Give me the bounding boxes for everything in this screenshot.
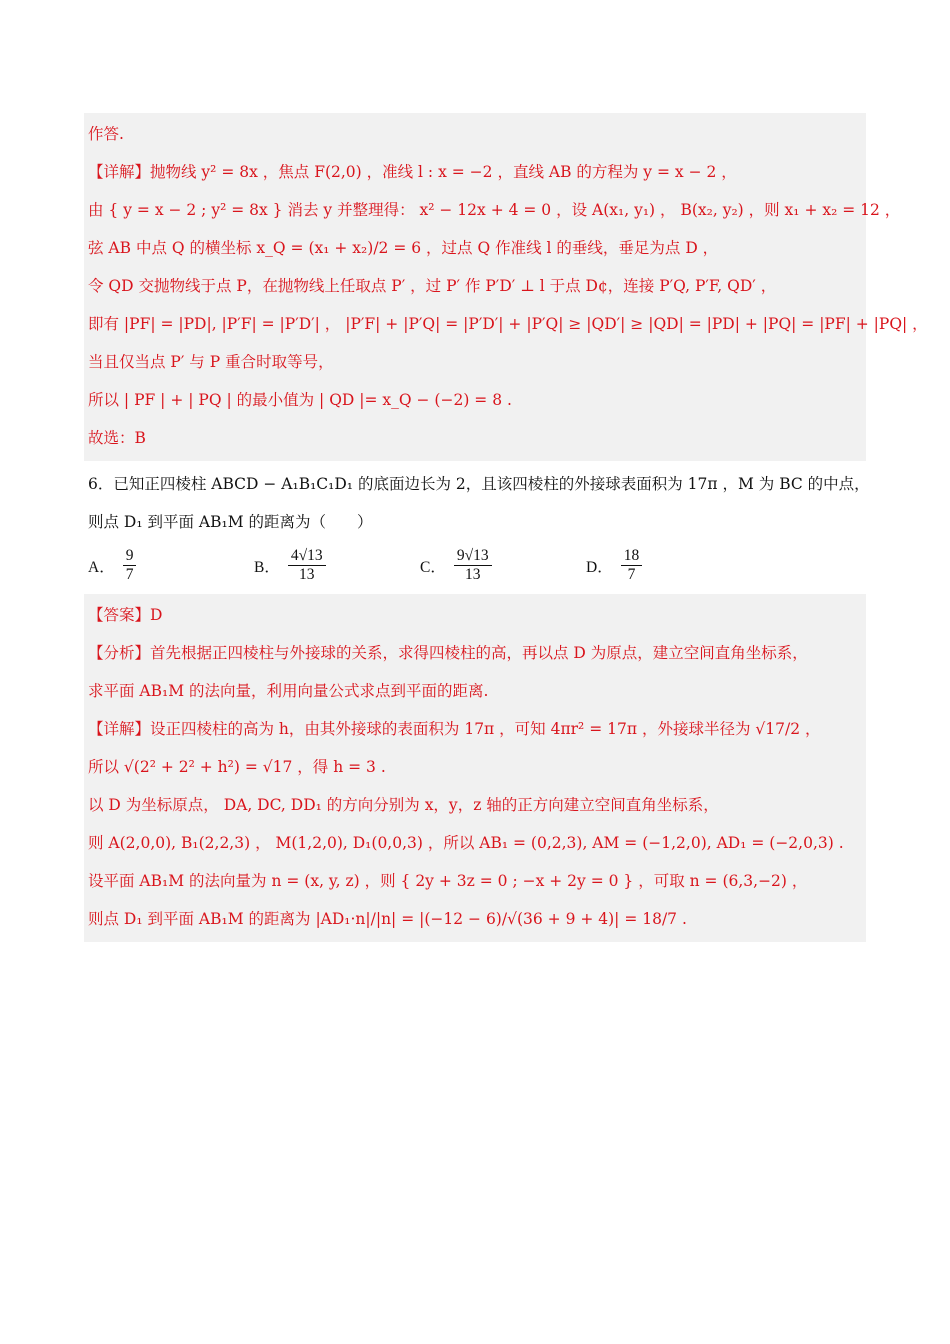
option-a[interactable]	[88, 547, 254, 584]
option-c-numerator: 9√13	[454, 547, 492, 566]
sol5-line-8: 所以 | PF | + | PQ | 的最小值为 | QD |= x_Q − (−2) = 8 .	[88, 391, 512, 409]
option-d-label: D．	[586, 558, 613, 576]
solution-5-block	[84, 113, 928, 461]
page	[84, 113, 928, 942]
sol6-analysis-1: 【分析】首先根据正四棱柱与外接球的关系，求得四棱柱的高，再以点 D 为原点，建立空间直角坐标系，	[88, 644, 808, 662]
sol6-detail-6: 则点 D₁ 到平面 AB₁M 的距离为 |AD₁·n|/|n| = |(−12 − 6)/√(36 + 9 + 4)| = 18/7 .	[88, 910, 687, 928]
option-b[interactable]	[254, 547, 420, 584]
option-b-denominator: 13	[298, 566, 315, 583]
sol5-line-3: 由 { y = x − 2 ; y² = 8x } 消去 y 并整理得： x² − 12x + 4 = 0 ，设 A(x₁, y₁) ， B(x₂, y₂) ，则 x₁ + x₂ = 12 ，	[88, 201, 901, 219]
option-a-fraction	[123, 547, 137, 584]
option-d-denominator: 7	[627, 566, 636, 583]
option-a-numerator: 9	[123, 547, 137, 566]
option-b-fraction	[288, 547, 326, 584]
option-c[interactable]	[420, 547, 586, 584]
sol5-line-7: 当且仅当点 P′ 与 P 重合时取等号，	[88, 353, 334, 371]
sol6-analysis-2: 求平面 AB₁M 的法向量，利用向量公式求点到平面的距离.	[88, 682, 489, 700]
option-c-fraction	[454, 547, 492, 584]
question-6	[84, 461, 870, 594]
sol5-line-1: 作答.	[88, 125, 124, 143]
sol5-line-9: 故选：B	[88, 429, 146, 447]
option-d-numerator: 18	[621, 547, 643, 566]
option-c-denominator: 13	[464, 566, 481, 583]
q6-options	[88, 541, 860, 594]
option-a-label: A．	[88, 558, 115, 576]
sol5-line-2: 【详解】抛物线 y² = 8x ，焦点 F(2,0) ，准线 l : x = −2 ，直线 AB 的方程为 y = x − 2 ，	[88, 163, 737, 181]
sol6-detail-1: 【详解】设正四棱柱的高为 h，由其外接球的表面积为 17π ，可知 4πr² = 17π ，外接球半径为 √17/2 ，	[88, 720, 821, 738]
sol6-answer: 【答案】D	[88, 606, 163, 624]
q6-stem-line-2: 则点 D₁ 到平面 AB₁M 的距离为（ ）	[88, 513, 373, 531]
sol5-line-4: 弦 AB 中点 Q 的横坐标 x_Q = (x₁ + x₂)/2 = 6 ，过点 Q 作准线 l 的垂线，垂足为点 D ，	[88, 239, 719, 257]
sol6-detail-4: 则 A(2,0,0), B₁(2,2,3) ， M(1,2,0), D₁(0,0,3) ，所以 AB₁ = (0,2,3), AM = (−1,2,0), AD₁ = (−2,0,3) .	[88, 834, 844, 852]
sol5-line-6: 即有 |PF| = |PD|, |P′F| = |P′D′| ， |P′F| + |P′Q| = |P′D′| + |P′Q| ≥ |QD′| ≥ |QD| = |PD| + |PQ| = |PF| + |PQ| ，	[88, 315, 928, 333]
solution-6-block	[84, 594, 866, 942]
option-d-fraction	[621, 547, 643, 584]
option-b-label: B．	[254, 558, 280, 576]
option-b-numerator: 4√13	[288, 547, 326, 566]
option-c-label: C．	[420, 558, 446, 576]
sol6-detail-3: 以 D 为坐标原点， DA, DC, DD₁ 的方向分别为 x，y，z 轴的正方向建立空间直角坐标系，	[88, 796, 719, 814]
sol6-detail-5: 设平面 AB₁M 的法向量为 n = (x, y, z) ，则 { 2y + 3z = 0 ; −x + 2y = 0 } ，可取 n = (6,3,−2) ，	[88, 872, 808, 890]
option-d[interactable]	[586, 547, 752, 584]
q6-stem-line-1: 6．已知正四棱柱 ABCD − A₁B₁C₁D₁ 的底面边长为 2，且该四棱柱的外接球表面积为 17π ，M 为 BC 的中点，	[88, 475, 870, 493]
option-a-denominator: 7	[125, 566, 134, 583]
sol6-detail-2: 所以 √(2² + 2² + h²) = √17 ，得 h = 3 .	[88, 758, 386, 776]
sol5-line-5: 令 QD 交抛物线于点 P，在抛物线上任取点 P′ ，过 P′ 作 P′D′ ⊥ l 于点 D¢，连接 P′Q, P′F, QD′ ，	[88, 277, 777, 295]
